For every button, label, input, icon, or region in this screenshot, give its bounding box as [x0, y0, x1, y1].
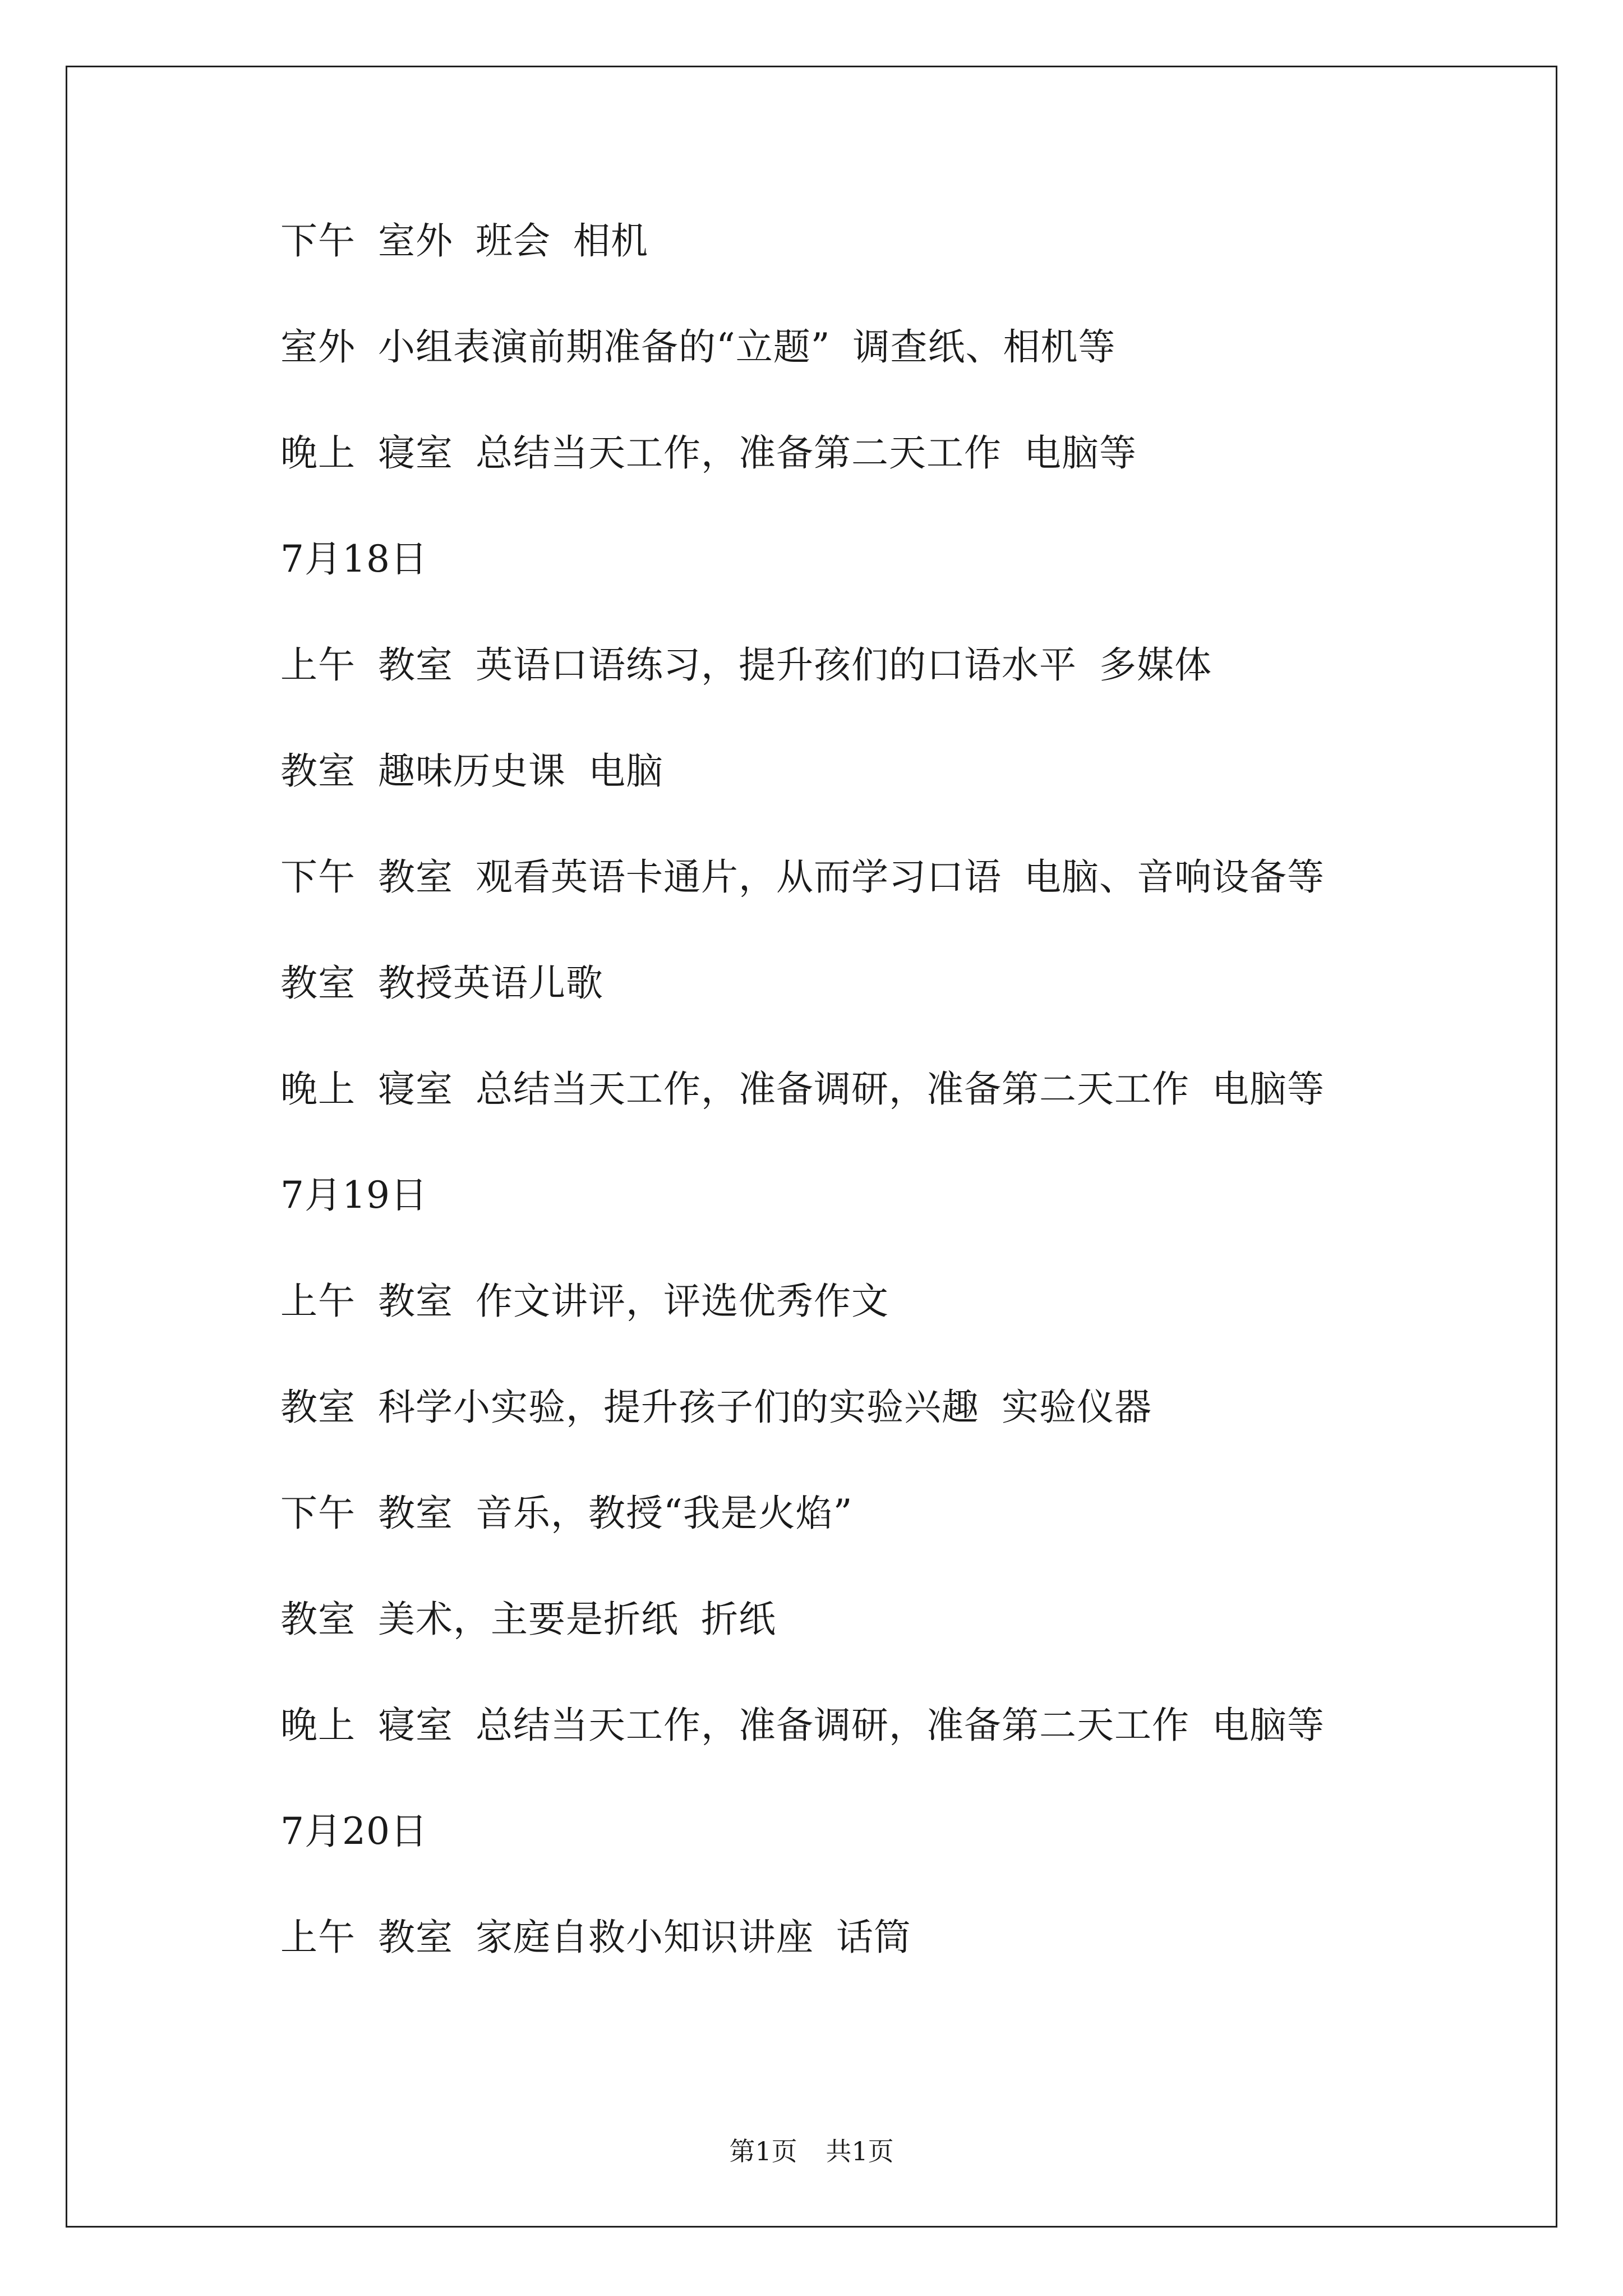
schedule-cell: 家庭自救小知识讲座: [476, 1916, 814, 1959]
schedule-cell: 7月20日: [280, 1810, 428, 1853]
schedule-cell: 7月18日: [280, 537, 428, 581]
date-heading: [280, 1173, 1514, 1218]
schedule-cell: 教授英语儿歌: [378, 961, 603, 1005]
schedule-cell: 教室: [378, 643, 453, 687]
schedule-cell: 晚上: [280, 1068, 356, 1111]
schedule-cell: 教室: [280, 1598, 356, 1641]
schedule-cell: 教室: [280, 1386, 356, 1429]
schedule-cell: 作文讲评，评选优秀作文: [476, 1280, 889, 1323]
schedule-line: [280, 325, 1514, 370]
schedule-cell: 晚上: [280, 431, 356, 475]
schedule-cell: 晚上: [280, 1704, 356, 1747]
schedule-cell: 趣味历史课: [378, 749, 566, 793]
schedule-cell: 下午: [280, 219, 356, 263]
schedule-cell: 话筒: [836, 1916, 911, 1959]
schedule-cell: 上午: [280, 1280, 356, 1323]
schedule-cell: 下午: [280, 855, 356, 899]
schedule-cell: 科学小实验，提升孩子们的实验兴趣: [378, 1386, 979, 1429]
schedule-line: [280, 1491, 1514, 1536]
schedule-line: [280, 219, 1514, 264]
schedule-cell: 班会: [476, 219, 551, 263]
schedule-cell: 多媒体: [1099, 643, 1212, 687]
schedule-cell: 下午: [280, 1492, 356, 1535]
schedule-cell: 观看英语卡通片，从而学习口语: [476, 855, 1002, 899]
schedule-line: [280, 1915, 1514, 1960]
schedule-cell: 折纸: [701, 1598, 776, 1641]
document-body: [280, 219, 1514, 2021]
schedule-cell: 教室: [378, 1280, 453, 1323]
date-heading: [280, 537, 1514, 582]
schedule-cell: 教室: [378, 1916, 453, 1959]
schedule-cell: 室外: [280, 325, 356, 369]
schedule-line: [280, 749, 1514, 794]
schedule-cell: 实验仪器: [1002, 1386, 1152, 1429]
schedule-line: [280, 961, 1514, 1006]
schedule-cell: 7月19日: [280, 1174, 428, 1217]
schedule-cell: 音乐，教授“我是火焰”: [476, 1492, 853, 1535]
schedule-line: [280, 431, 1514, 476]
schedule-cell: 相机: [573, 219, 648, 263]
schedule-line: [280, 1597, 1514, 1642]
page-number: 第1页: [729, 2136, 797, 2166]
schedule-line: [280, 855, 1514, 900]
date-heading: [280, 1809, 1514, 1854]
schedule-cell: 电脑等: [1212, 1068, 1325, 1111]
schedule-cell: 室外: [378, 219, 453, 263]
schedule-cell: 总结当天工作，准备第二天工作: [476, 431, 1002, 475]
schedule-cell: 教室: [280, 749, 356, 793]
schedule-cell: 电脑等: [1212, 1704, 1325, 1747]
schedule-line: [280, 1385, 1514, 1430]
schedule-cell: 上午: [280, 643, 356, 687]
page-total: 共1页: [826, 2136, 894, 2166]
schedule-cell: 教室: [378, 1492, 453, 1535]
schedule-line: [280, 643, 1514, 688]
page-footer: [0, 2134, 1623, 2168]
schedule-cell: 上午: [280, 1916, 356, 1959]
schedule-cell: 教室: [280, 961, 356, 1005]
schedule-cell: 英语口语练习，提升孩们的口语水平: [476, 643, 1077, 687]
schedule-cell: 教室: [378, 855, 453, 899]
schedule-line: [280, 1279, 1514, 1324]
schedule-cell: 美术，主要是折纸: [378, 1598, 679, 1641]
schedule-cell: 寝室: [378, 1068, 453, 1111]
schedule-line: [280, 1703, 1514, 1748]
schedule-cell: 总结当天工作，准备调研，准备第二天工作: [476, 1068, 1189, 1111]
schedule-cell: 电脑等: [1024, 431, 1137, 475]
schedule-cell: 总结当天工作，准备调研，准备第二天工作: [476, 1704, 1189, 1747]
schedule-cell: 调查纸、相机等: [852, 325, 1116, 369]
schedule-cell: 小组表演前期准备的“立题”: [378, 325, 831, 369]
schedule-cell: 寝室: [378, 1704, 453, 1747]
schedule-cell: 寝室: [378, 431, 453, 475]
schedule-cell: 电脑: [588, 749, 663, 793]
schedule-line: [280, 1067, 1514, 1112]
schedule-cell: 电脑、音响设备等: [1024, 855, 1325, 899]
